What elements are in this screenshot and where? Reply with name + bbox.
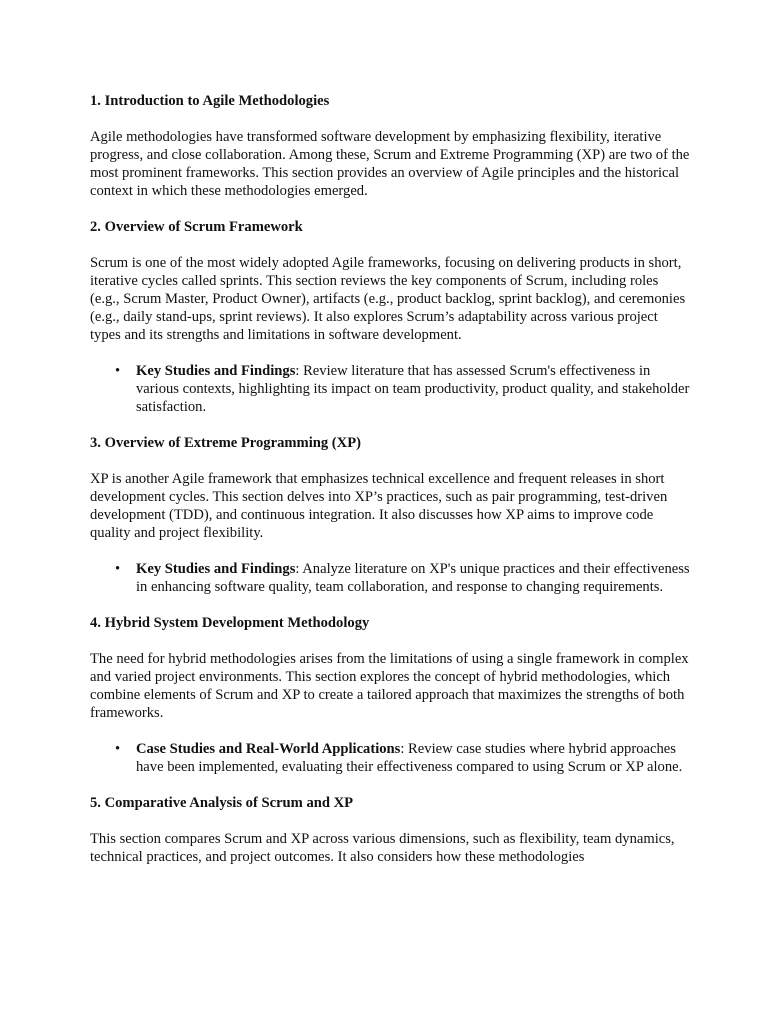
section-paragraph: The need for hybrid methodologies arises from the limitations of using a single framework in complex and varied project environments. This section explores the concept of hybrid methodologies, which combine elements of Scrum and XP to create a tailored approach that maximizes the strengths of both frameworks. <box>90 651 689 721</box>
section-introduction <box>90 92 690 200</box>
document-page <box>90 92 690 884</box>
bullet-item <box>136 740 690 776</box>
section-heading: 1. Introduction to Agile Methodologies <box>90 93 330 109</box>
bullet-text: : Review case studies where hybrid approaches have been implemented, evaluating their effectiveness compared to using Scrum or XP alone. <box>136 741 683 775</box>
section-heading: 4. Hybrid System Development Methodology <box>90 615 370 631</box>
section-paragraph: Agile methodologies have transformed software development by emphasizing flexibility, iterative progress, and close collaboration. Among these, Scrum and Extreme Programming (XP) are two of the most prominent frameworks. This section provides an overview of Agile principles and the historical context in which these methodologies emerged. <box>90 129 690 199</box>
section-comparative-analysis <box>90 794 690 866</box>
bullet-item <box>136 362 690 416</box>
section-paragraph: Scrum is one of the most widely adopted Agile frameworks, focusing on delivering products in short, iterative cycles called sprints. This section reviews the key components of Scrum, including roles (e.g., Scrum Master, Product Owner), artifacts (e.g., product backlog, sprint backlog), and ceremonies (e.g., daily stand-ups, sprint reviews). It also explores Scrum’s adaptability across various project types and its strengths and limitations in software development. <box>90 255 686 343</box>
section-scrum-overview <box>90 218 690 416</box>
bullet-lead: Key Studies and Findings <box>136 363 296 379</box>
bullet-list <box>90 740 690 776</box>
bullet-lead: Key Studies and Findings <box>136 561 296 577</box>
section-hybrid-methodology <box>90 614 690 776</box>
section-heading: 2. Overview of Scrum Framework <box>90 219 303 235</box>
section-xp-overview <box>90 434 690 596</box>
section-paragraph: XP is another Agile framework that emphasizes technical excellence and frequent releases in short development cycles. This section delves into XP’s practices, such as pair programming, test-driven development (TDD), and continuous integration. It also discusses how XP aims to improve code quality and project flexibility. <box>90 471 668 541</box>
bullet-text: : Analyze literature on XP's unique practices and their effectiveness in enhancing software quality, team collaboration, and response to changing requirements. <box>136 561 690 595</box>
section-heading: 5. Comparative Analysis of Scrum and XP <box>90 795 354 811</box>
bullet-lead: Case Studies and Real-World Applications <box>136 741 401 757</box>
bullet-list <box>90 362 690 416</box>
bullet-list <box>90 560 690 596</box>
section-paragraph: This section compares Scrum and XP across various dimensions, such as flexibility, team dynamics, technical practices, and project outcomes. It also considers how these methodologies <box>90 831 675 865</box>
bullet-text: : Review literature that has assessed Scrum's effectiveness in various contexts, highlighting its impact on team productivity, product quality, and stakeholder satisfaction. <box>136 363 690 415</box>
bullet-item <box>136 560 690 596</box>
section-heading: 3. Overview of Extreme Programming (XP) <box>90 435 361 451</box>
